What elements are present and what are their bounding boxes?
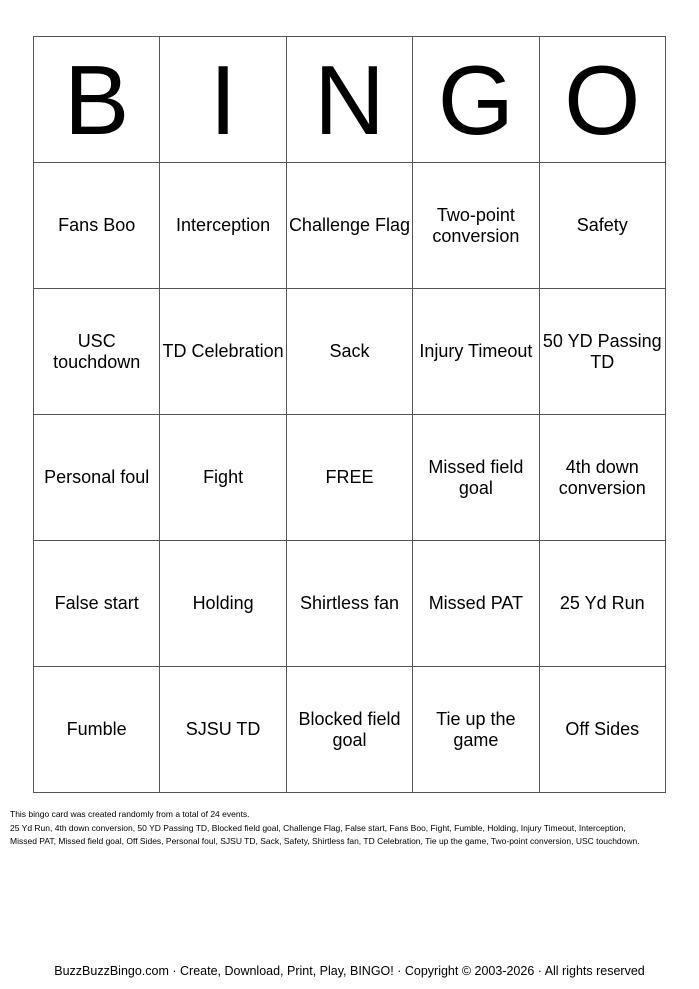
bingo-square: SJSU TD [160, 667, 286, 793]
bingo-square: Off Sides [539, 667, 665, 793]
card-info-note [10, 808, 650, 849]
header-letter-b: B [34, 37, 160, 163]
bingo-row [34, 541, 666, 667]
bingo-square: 4th down conversion [539, 415, 665, 541]
bingo-square: Tie up the game [413, 667, 539, 793]
bingo-card [33, 36, 666, 793]
bingo-square: Missed field goal [413, 415, 539, 541]
site-credits [0, 963, 699, 979]
bingo-square: Holding [160, 541, 286, 667]
site-link[interactable]: BuzzBuzzBingo.com [54, 964, 169, 978]
header-letter-n: N [286, 37, 412, 163]
bingo-square: Missed PAT [413, 541, 539, 667]
bingo-square: False start [34, 541, 160, 667]
bingo-square: 25 Yd Run [539, 541, 665, 667]
bingo-square: Interception [160, 163, 286, 289]
bingo-square: Fans Boo [34, 163, 160, 289]
bingo-row [34, 289, 666, 415]
bingo-square: USC touchdown [34, 289, 160, 415]
bingo-square: Fight [160, 415, 286, 541]
bingo-square: Safety [539, 163, 665, 289]
bingo-row [34, 415, 666, 541]
header-letter-o: O [539, 37, 665, 163]
bingo-square: 50 YD Passing TD [539, 289, 665, 415]
card-event-list: 25 Yd Run, 4th down conversion, 50 YD Passing TD, Blocked field goal, Challenge Flag, False start, Fans Boo, Fight, Fumble, Holding, Injury Timeout, Interception, Missed PAT, Missed field goal, Off Sides, Personal foul, SJSU TD, Sack, Safety, Shirtless fan, TD Celebration, Tie up the game, Two-point conversion, USC touchdown. [10, 822, 640, 846]
card-info-summary: This bingo card was created randomly from a total of 24 events. [10, 809, 250, 819]
bingo-square: Personal foul [34, 415, 160, 541]
credits-tagline: · Create, Download, Print, Play, BINGO! · Copyright © 2003-2026 · All rights reserved [168, 964, 645, 978]
header-letter-i: I [160, 37, 286, 163]
bingo-square: Two-point conversion [413, 163, 539, 289]
bingo-square: Injury Timeout [413, 289, 539, 415]
header-letter-g: G [413, 37, 539, 163]
bingo-square: Sack [286, 289, 412, 415]
free-square: FREE [286, 415, 412, 541]
bingo-square: Challenge Flag [286, 163, 412, 289]
bingo-square: Shirtless fan [286, 541, 412, 667]
bingo-header-row [34, 37, 666, 163]
bingo-square: Fumble [34, 667, 160, 793]
bingo-square: Blocked field goal [286, 667, 412, 793]
bingo-row [34, 163, 666, 289]
bingo-row [34, 667, 666, 793]
bingo-square: TD Celebration [160, 289, 286, 415]
